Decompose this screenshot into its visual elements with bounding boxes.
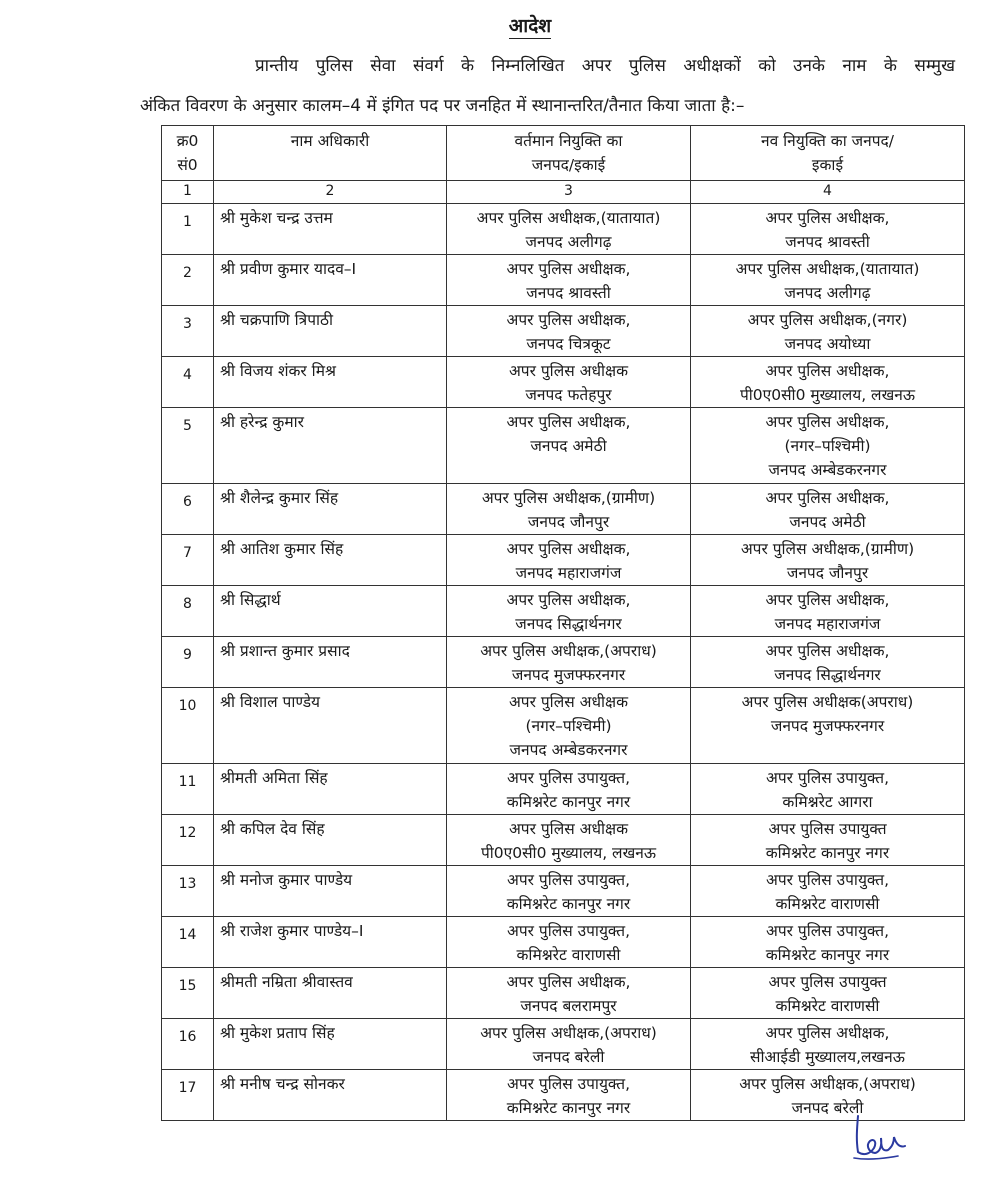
column-number: 1	[162, 181, 214, 204]
posting-line: जनपद जौनपुर	[786, 564, 869, 582]
current-posting-cell	[447, 535, 691, 586]
posting-line: अपर पुलिस अधीक्षक,(ग्रामीण)	[740, 540, 915, 558]
new-posting-cell	[691, 866, 965, 917]
intro-line-1: प्रान्तीय पुलिस सेवा संवर्ग के निम्नलिखित अपर पुलिस अधीक्षकों को उनके नाम के सम्मुख	[255, 56, 955, 76]
posting-line: अपर पुलिस अधीक्षक,	[765, 489, 890, 507]
posting-line: जनपद मुजफ्फरनगर	[511, 666, 626, 684]
new-posting-cell	[691, 815, 965, 866]
posting-line: अपर पुलिस अधीक्षक,	[506, 540, 631, 558]
current-posting-cell	[447, 1070, 691, 1121]
serial-number-cell: 10	[162, 688, 214, 764]
new-posting-cell	[691, 1019, 965, 1070]
posting-line: अपर पुलिस अधीक्षक,	[765, 413, 890, 431]
posting-line: पी0ए0सी0 मुख्यालय, लखनऊ	[480, 844, 657, 862]
new-posting-cell	[691, 968, 965, 1019]
table-row	[162, 306, 965, 357]
posting-line: कमिश्नरेट कानपुर नगर	[765, 946, 890, 964]
officer-name-cell: श्री सिद्धार्थ	[214, 586, 447, 637]
serial-number-cell: 2	[162, 255, 214, 306]
posting-line: जनपद सिद्धार्थनगर	[774, 666, 881, 684]
posting-line: जनपद अमेठी	[789, 513, 866, 531]
serial-number-cell: 3	[162, 306, 214, 357]
table-row	[162, 688, 965, 764]
serial-number-cell: 7	[162, 535, 214, 586]
posting-line: कमिश्नरेट वाराणसी	[775, 895, 880, 913]
posting-line: अपर पुलिस अधीक्षक,	[506, 591, 631, 609]
posting-line: कमिश्नरेट आगरा	[782, 793, 873, 811]
officer-name-cell: श्री चक्रपाणि त्रिपाठी	[214, 306, 447, 357]
new-posting-cell	[691, 535, 965, 586]
posting-line: कमिश्नरेट वाराणसी	[516, 946, 621, 964]
posting-line: अपर पुलिस उपायुक्त,	[506, 769, 631, 787]
posting-line: अपर पुलिस अधीक्षक,	[765, 362, 890, 380]
table-row	[162, 1070, 965, 1121]
serial-number-cell: 5	[162, 408, 214, 484]
serial-number-cell: 16	[162, 1019, 214, 1070]
posting-line: अपर पुलिस अधीक्षक,(अपराध)	[739, 1075, 916, 1093]
new-posting-cell	[691, 764, 965, 815]
serial-number-cell: 1	[162, 204, 214, 255]
posting-line: कमिश्नरेट वाराणसी	[775, 997, 880, 1015]
current-posting-cell	[447, 764, 691, 815]
officer-name-cell: श्री प्रशान्त कुमार प्रसाद	[214, 637, 447, 688]
table-row	[162, 408, 965, 484]
officer-name-cell: श्री राजेश कुमार पाण्डेय–I	[214, 917, 447, 968]
posting-line: जनपद अम्बेडकरनगर	[509, 741, 628, 759]
posting-line: अपर पुलिस अधीक्षक,(ग्रामीण)	[481, 489, 656, 507]
posting-line: (नगर–पश्चिमी)	[525, 717, 612, 735]
officer-name-cell: श्री मनोज कुमार पाण्डेय	[214, 866, 447, 917]
officer-name-cell: श्री हरेन्द्र कुमार	[214, 408, 447, 484]
posting-line: अपर पुलिस अधीक्षक	[508, 362, 629, 380]
current-posting-cell	[447, 968, 691, 1019]
serial-number-cell: 15	[162, 968, 214, 1019]
new-posting-cell	[691, 484, 965, 535]
posting-line: अपर पुलिस उपायुक्त,	[765, 922, 890, 940]
table-body	[162, 204, 965, 1121]
current-posting-cell	[447, 204, 691, 255]
table-row	[162, 764, 965, 815]
officer-name-cell: श्री विशाल पाण्डेय	[214, 688, 447, 764]
posting-line: जनपद श्रावस्ती	[526, 284, 611, 302]
serial-number-cell: 13	[162, 866, 214, 917]
posting-line: (नगर–पश्चिमी)	[784, 437, 871, 455]
table-row	[162, 204, 965, 255]
serial-number-cell: 14	[162, 917, 214, 968]
table-row	[162, 255, 965, 306]
posting-line: कमिश्नरेट कानपुर नगर	[506, 793, 631, 811]
serial-number-cell: 17	[162, 1070, 214, 1121]
current-posting-cell	[447, 408, 691, 484]
table-header-row	[162, 126, 965, 181]
posting-line: अपर पुलिस अधीक्षक,(यातायात)	[735, 260, 920, 278]
posting-line: सीआईडी मुख्यालय,लखनऊ	[750, 1048, 905, 1066]
transfer-table	[161, 125, 965, 1121]
new-posting-cell	[691, 688, 965, 764]
posting-line: जनपद बरेली	[791, 1099, 864, 1117]
posting-line: जनपद फतेहपुर	[525, 386, 612, 404]
posting-line: जनपद अयोध्या	[784, 335, 871, 353]
current-posting-cell	[447, 306, 691, 357]
table-row	[162, 586, 965, 637]
posting-line: जनपद मुजफ्फरनगर	[770, 717, 885, 735]
current-posting-cell	[447, 637, 691, 688]
posting-line: जनपद अलीगढ़	[525, 233, 612, 251]
posting-line: जनपद जौनपुर	[527, 513, 610, 531]
posting-line: कमिश्नरेट कानपुर नगर	[506, 895, 631, 913]
current-posting-cell	[447, 866, 691, 917]
serial-number-cell: 6	[162, 484, 214, 535]
table-row	[162, 637, 965, 688]
column-number: 2	[214, 181, 447, 204]
current-posting-cell	[447, 357, 691, 408]
posting-line: अपर पुलिस अधीक्षक,	[765, 591, 890, 609]
posting-line: जनपद सिद्धार्थनगर	[515, 615, 622, 633]
current-posting-cell	[447, 917, 691, 968]
posting-line: अपर पुलिस उपायुक्त,	[506, 871, 631, 889]
posting-line: अपर पुलिस अधीक्षक	[508, 820, 629, 838]
posting-line: अपर पुलिस अधीक्षक,	[506, 311, 631, 329]
posting-line: अपर पुलिस अधीक्षक,	[506, 973, 631, 991]
officer-name-cell: श्री शैलेन्द्र कुमार सिंह	[214, 484, 447, 535]
table-row	[162, 484, 965, 535]
serial-number-cell: 4	[162, 357, 214, 408]
current-posting-cell	[447, 484, 691, 535]
table-row	[162, 1019, 965, 1070]
officer-name-cell: श्री विजय शंकर मिश्र	[214, 357, 447, 408]
officer-name-cell: श्री कपिल देव सिंह	[214, 815, 447, 866]
posting-line: अपर पुलिस अधीक्षक,(अपराध)	[480, 1024, 657, 1042]
officer-name-cell: श्री मनीष चन्द्र सोनकर	[214, 1070, 447, 1121]
order-heading: आदेश	[508, 15, 552, 37]
column-number-row	[162, 181, 965, 204]
posting-line: अपर पुलिस अधीक्षक,	[765, 1024, 890, 1042]
posting-line: अपर पुलिस अधीक्षक	[508, 693, 629, 711]
officer-name-cell: श्री मुकेश चन्द्र उत्तम	[214, 204, 447, 255]
posting-line: अपर पुलिस उपायुक्त,	[765, 871, 890, 889]
posting-line: अपर पुलिस अधीक्षक,	[765, 209, 890, 227]
table-row	[162, 866, 965, 917]
posting-line: जनपद अम्बेडकरनगर	[768, 461, 887, 479]
current-posting-cell	[447, 255, 691, 306]
current-posting-cell	[447, 688, 691, 764]
column-number: 3	[447, 181, 691, 204]
new-posting-cell	[691, 917, 965, 968]
posting-line: जनपद चित्रकूट	[526, 335, 611, 353]
posting-line: जनपद बरेली	[532, 1048, 605, 1066]
serial-number-cell: 12	[162, 815, 214, 866]
officer-name-cell: श्री मुकेश प्रताप सिंह	[214, 1019, 447, 1070]
posting-line: जनपद बलरामपुर	[520, 997, 617, 1015]
header-serial: क्र0 सं0	[162, 126, 214, 181]
current-posting-cell	[447, 1019, 691, 1070]
posting-line: जनपद अमेठी	[530, 437, 607, 455]
serial-number-cell: 9	[162, 637, 214, 688]
posting-line: अपर पुलिस उपायुक्त,	[765, 769, 890, 787]
new-posting-cell	[691, 204, 965, 255]
posting-line: जनपद श्रावस्ती	[785, 233, 870, 251]
serial-number-cell: 8	[162, 586, 214, 637]
posting-line: जनपद महाराजगंज	[774, 615, 881, 633]
posting-line: जनपद अलीगढ़	[784, 284, 871, 302]
order-intro	[140, 46, 955, 126]
officer-name-cell: श्री प्रवीण कुमार यादव–I	[214, 255, 447, 306]
posting-line: अपर पुलिस अधीक्षक,	[506, 413, 631, 431]
table-row	[162, 968, 965, 1019]
officer-name-cell: श्रीमती नम्रिता श्रीवास्तव	[214, 968, 447, 1019]
posting-line: अपर पुलिस अधीक्षक,	[765, 642, 890, 660]
column-number: 4	[691, 181, 965, 204]
header-current-posting: वर्तमान नियुक्ति का जनपद/इकाई	[447, 126, 691, 181]
table-row	[162, 535, 965, 586]
new-posting-cell	[691, 408, 965, 484]
table-row	[162, 357, 965, 408]
officer-name-cell: श्रीमती अमिता सिंह	[214, 764, 447, 815]
posting-line: अपर पुलिस अधीक्षक,(नगर)	[747, 311, 908, 329]
posting-line: अपर पुलिस अधीक्षक,(यातायात)	[476, 209, 661, 227]
posting-line: अपर पुलिस उपायुक्त,	[506, 922, 631, 940]
posting-line: पी0ए0सी0 मुख्यालय, लखनऊ	[739, 386, 916, 404]
officer-name-cell: श्री आतिश कुमार सिंह	[214, 535, 447, 586]
new-posting-cell	[691, 306, 965, 357]
header-officer-name: नाम अधिकारी	[214, 126, 447, 181]
posting-line: अपर पुलिस अधीक्षक,	[506, 260, 631, 278]
posting-line: अपर पुलिस अधीक्षक,(अपराध)	[480, 642, 657, 660]
signature-image	[848, 1108, 908, 1162]
posting-line: अपर पुलिस उपायुक्त	[768, 973, 887, 991]
current-posting-cell	[447, 586, 691, 637]
header-new-posting: नव नियुक्ति का जनपद/ इकाई	[691, 126, 965, 181]
new-posting-cell	[691, 357, 965, 408]
posting-line: कमिश्नरेट कानपुर नगर	[765, 844, 890, 862]
table-row	[162, 917, 965, 968]
intro-line-2: अंकित विवरण के अनुसार कालम–4 में इंगित पद पर जनहित में स्थानान्तरित/तैनात किया जाता है:–	[140, 96, 745, 116]
new-posting-cell	[691, 586, 965, 637]
posting-line: अपर पुलिस उपायुक्त,	[506, 1075, 631, 1093]
new-posting-cell	[691, 255, 965, 306]
new-posting-cell	[691, 637, 965, 688]
table-row	[162, 815, 965, 866]
posting-line: अपर पुलिस उपायुक्त	[768, 820, 887, 838]
posting-line: कमिश्नरेट कानपुर नगर	[506, 1099, 631, 1117]
posting-line: अपर पुलिस अधीक्षक(अपराध)	[741, 693, 914, 711]
posting-line: जनपद महाराजगंज	[515, 564, 622, 582]
serial-number-cell: 11	[162, 764, 214, 815]
current-posting-cell	[447, 815, 691, 866]
new-posting-cell	[691, 1070, 965, 1121]
